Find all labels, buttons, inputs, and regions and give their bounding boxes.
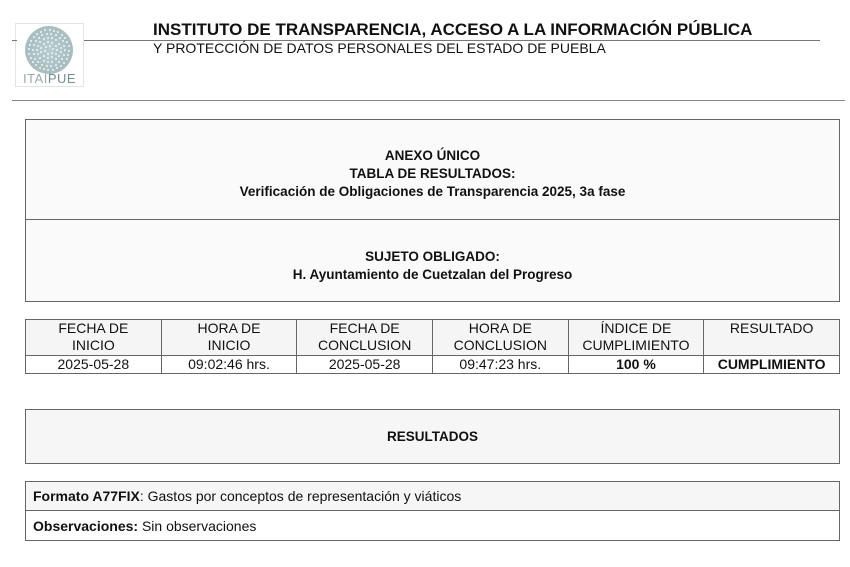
seal-dot bbox=[66, 41, 68, 43]
seal-dot bbox=[51, 37, 53, 39]
dates-table bbox=[25, 319, 840, 374]
format-row bbox=[26, 482, 839, 511]
header-line: INICIO bbox=[71, 337, 115, 353]
annex-title: ANEXO ÚNICO bbox=[384, 148, 481, 163]
seal-dot bbox=[34, 58, 36, 60]
seal-dot bbox=[47, 37, 49, 39]
seal-dot bbox=[62, 40, 64, 42]
seal-dot bbox=[38, 37, 40, 39]
seal-dot bbox=[37, 61, 39, 63]
seal-dot bbox=[55, 45, 57, 47]
seal-dot bbox=[43, 38, 45, 40]
seal-dot bbox=[41, 64, 43, 66]
seal-dot bbox=[33, 36, 35, 38]
seal-dot bbox=[58, 61, 60, 63]
seal-dot bbox=[36, 49, 38, 51]
header-rule-bottom bbox=[12, 100, 845, 101]
seal-dot bbox=[39, 67, 41, 69]
seal-dot bbox=[60, 65, 62, 67]
format-label: Formato A77FIX bbox=[33, 488, 140, 504]
seal-dot bbox=[45, 46, 47, 48]
seal-dot bbox=[30, 40, 32, 42]
start-time-value: 09:02:46 hrs. bbox=[161, 356, 297, 374]
seal-dot bbox=[49, 45, 51, 47]
seal-dot bbox=[50, 65, 52, 67]
seal-dot bbox=[30, 57, 32, 59]
observations-value: Sin observaciones bbox=[138, 517, 257, 534]
seal-dot bbox=[33, 53, 35, 55]
seal-icon bbox=[25, 26, 73, 74]
header-line: HORA DE bbox=[197, 320, 261, 336]
format-description: : Gastos por conceptos de representación y viáticos bbox=[139, 488, 462, 504]
seal-dot bbox=[58, 43, 60, 45]
seal-dot bbox=[46, 65, 48, 67]
header-rule-tick bbox=[12, 40, 17, 41]
observations-row bbox=[26, 511, 839, 540]
seal-dot bbox=[60, 47, 62, 49]
seal-dot bbox=[49, 29, 51, 31]
logo-brand-text bbox=[16, 72, 83, 86]
seal-dot bbox=[56, 49, 58, 51]
seal-dot bbox=[55, 64, 57, 66]
seal-dot bbox=[39, 57, 41, 59]
seal-dot bbox=[28, 53, 30, 55]
dates-header-row bbox=[26, 320, 840, 356]
seal-dot bbox=[55, 53, 57, 55]
seal-dot bbox=[51, 61, 53, 63]
seal-dot bbox=[67, 54, 69, 56]
seal-dot bbox=[28, 48, 30, 50]
annex-box bbox=[25, 119, 840, 302]
dates-value-row bbox=[26, 356, 840, 374]
seal-dot bbox=[51, 56, 53, 58]
header-start-time bbox=[161, 320, 297, 356]
end-date-value: 2025-05-28 bbox=[297, 356, 433, 374]
header-end-time bbox=[432, 320, 568, 356]
seal-dot bbox=[63, 62, 65, 64]
results-title: RESULTADOS bbox=[387, 428, 478, 444]
institution-title: INSTITUTO DE TRANSPARENCIA, ACCESO A LA INFORMACIÓN PÚBLICA bbox=[153, 20, 753, 39]
seal-dot bbox=[43, 55, 45, 57]
institution-subtitle: Y PROTECCIÓN DE DATOS PERSONALES DEL ESTADO DE PUEBLA bbox=[153, 40, 606, 56]
seal-dot bbox=[53, 30, 55, 32]
verification-title: Verificación de Obligaciones de Transparencia 2025, 3a fase bbox=[239, 184, 626, 199]
seal-dot bbox=[60, 51, 62, 53]
seal-dot bbox=[40, 31, 42, 33]
seal-dot bbox=[46, 33, 48, 35]
seal-dot bbox=[58, 55, 60, 57]
header-line: CONCLUSION bbox=[453, 337, 547, 353]
end-time-value: 09:47:23 hrs. bbox=[432, 356, 568, 374]
header-line: FECHA DE bbox=[329, 320, 400, 336]
seal-dot bbox=[35, 40, 37, 42]
subject-section bbox=[26, 220, 839, 301]
seal-dot bbox=[43, 60, 45, 62]
seal-dot bbox=[41, 34, 43, 36]
header-line: ÍNDICE DE bbox=[600, 320, 672, 336]
seal-dot bbox=[47, 61, 49, 63]
header-line: RESULTADO bbox=[729, 320, 814, 336]
seal-dot bbox=[63, 45, 65, 47]
seal-dot bbox=[61, 58, 63, 60]
header-line: CUMPLIMIENTO bbox=[582, 337, 690, 353]
seal-dot bbox=[40, 47, 42, 49]
header-end-date bbox=[297, 320, 433, 356]
seal-dot bbox=[63, 54, 65, 56]
seal-dot bbox=[68, 45, 70, 47]
seal-dot bbox=[40, 51, 42, 53]
seal-dot bbox=[39, 41, 41, 43]
seal-dot bbox=[33, 44, 35, 46]
observations-label: Observaciones: bbox=[33, 517, 139, 534]
compliance-index-value: 100 % bbox=[568, 356, 704, 374]
seal-dot bbox=[64, 37, 66, 39]
annex-section bbox=[26, 120, 839, 220]
header-start-date bbox=[26, 320, 162, 356]
subject-label: SUJETO OBLIGADO: bbox=[365, 249, 500, 264]
header-line: FECHA DE bbox=[58, 320, 129, 336]
seal-dot bbox=[29, 44, 31, 46]
seal-dot bbox=[68, 50, 70, 52]
logo-text-pue: PUE bbox=[47, 71, 77, 86]
seal-dot bbox=[52, 48, 54, 50]
header-line: HORA DE bbox=[468, 320, 532, 336]
logo-text-itai: ITAI bbox=[22, 71, 48, 86]
header-line: INICIO bbox=[207, 337, 251, 353]
format-box bbox=[25, 481, 840, 541]
seal-dot bbox=[55, 34, 57, 36]
seal-dot bbox=[37, 53, 39, 55]
itaipue-logo bbox=[15, 23, 84, 87]
seal-dot bbox=[55, 58, 57, 60]
seal-dot bbox=[32, 49, 34, 51]
seal-dot bbox=[47, 53, 49, 55]
seal-dot bbox=[35, 64, 37, 66]
seal-dot bbox=[44, 50, 46, 52]
seal-dot bbox=[66, 58, 68, 60]
seal-dot bbox=[47, 57, 49, 59]
subject-name: H. Ayuntamiento de Cuetzalan del Progreso bbox=[292, 267, 573, 282]
results-table-title: TABLA DE RESULTADOS: bbox=[349, 166, 516, 181]
seal-dot bbox=[57, 31, 59, 33]
header-line: CONCLUSION bbox=[317, 337, 412, 353]
seal-dot bbox=[59, 37, 61, 39]
seal-dot bbox=[44, 29, 46, 31]
results-header-box bbox=[25, 409, 840, 464]
seal-dot bbox=[37, 45, 39, 47]
seal-dot bbox=[51, 42, 53, 44]
seal-dot bbox=[51, 52, 53, 54]
seal-dot bbox=[43, 43, 45, 45]
seal-dot bbox=[36, 33, 38, 35]
start-date-value: 2025-05-28 bbox=[26, 356, 162, 374]
seal-dot bbox=[47, 41, 49, 43]
seal-dot bbox=[50, 33, 52, 35]
seal-dot bbox=[55, 39, 57, 41]
seal-dot bbox=[61, 34, 63, 36]
result-value: CUMPLIMIENTO bbox=[704, 356, 840, 374]
seal-dot bbox=[56, 67, 58, 69]
header-result bbox=[704, 320, 840, 356]
seal-dot bbox=[64, 49, 66, 51]
seal-dot bbox=[32, 61, 34, 63]
header-compliance-index bbox=[568, 320, 704, 356]
